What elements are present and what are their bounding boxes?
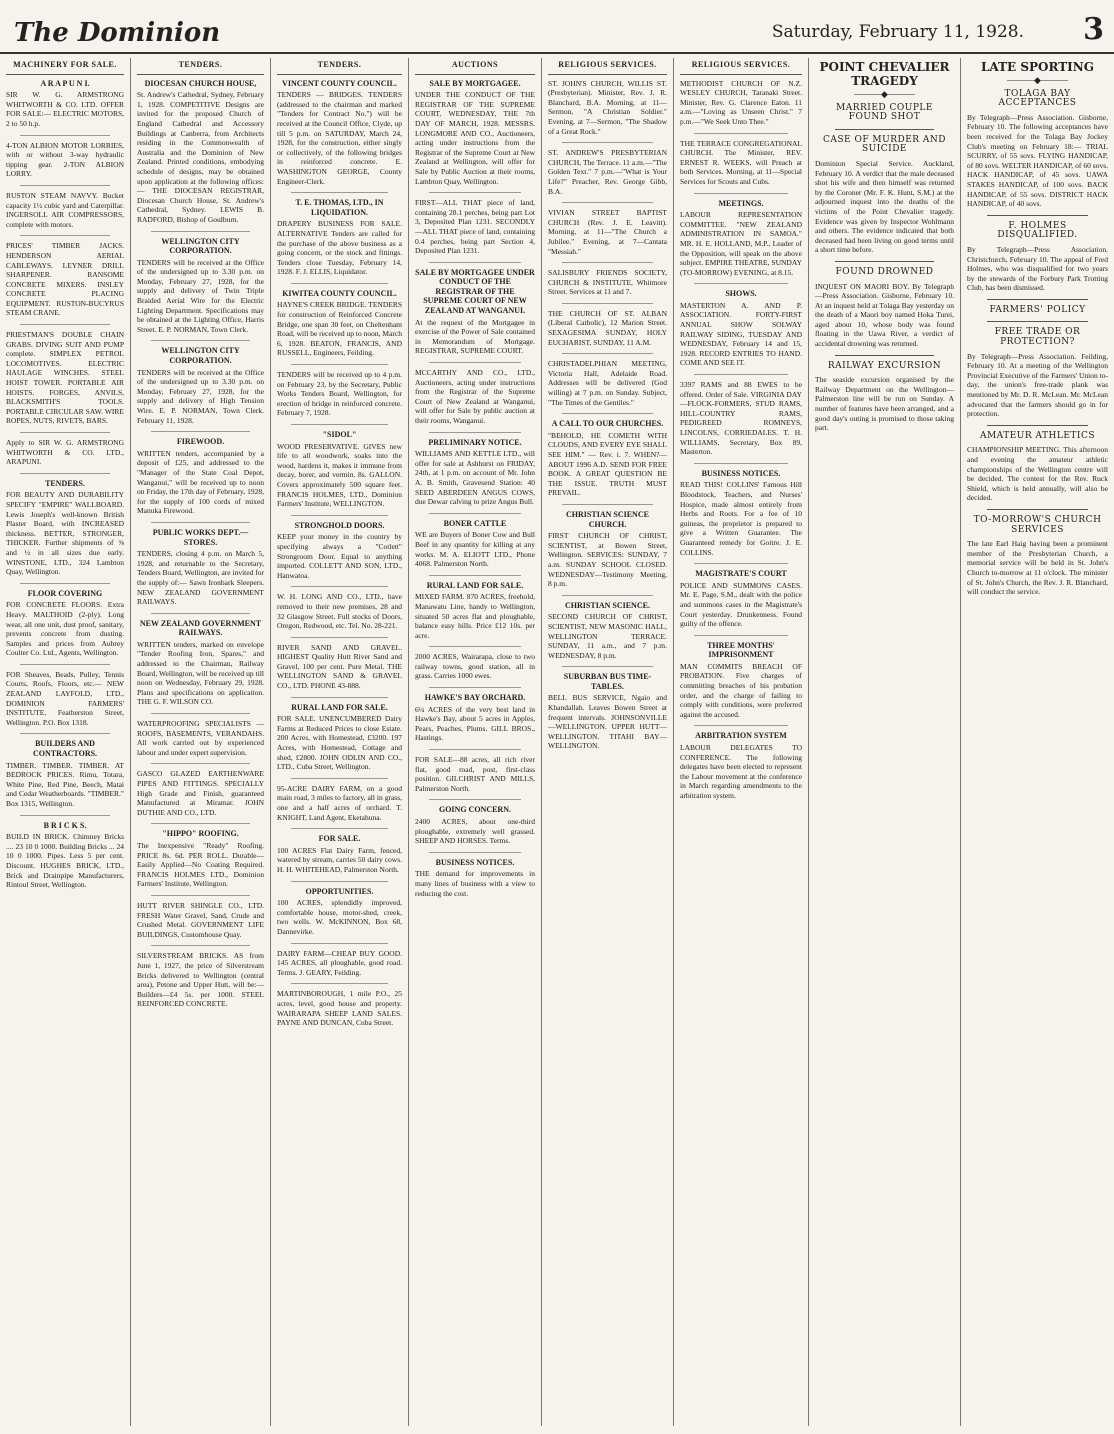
- article-title: BUILDERS AND CONTRACTORS.: [32, 739, 98, 759]
- article-block: [277, 703, 402, 772]
- article-body: 2400 ACRES, about one-third ploughable, extremely well grassed. SHEEP AND HORSES. Terms.: [415, 817, 535, 846]
- article-title: ARBITRATION SYSTEM: [695, 731, 787, 741]
- article-title: A R A P U N I.: [40, 78, 90, 88]
- section-divider: [987, 321, 1088, 322]
- section-divider: [20, 135, 110, 136]
- article-title: RURAL LAND FOR SALE.: [291, 702, 388, 712]
- section-divider: [562, 142, 653, 143]
- article-block: [967, 328, 1108, 418]
- article-body: LABOUR REPRESENTATION COMMITTEE. "NEW ZEALAND ADMINISTRATION IN SAMOA." MR. H. E. HOLLAND, M.P., Leader of the Opposition, will speak on the above subject. EMPIRE THEATRE, SUNDAY (TO-MORROW) EVENING, at 8.15.: [680, 210, 802, 277]
- article-title: DIOCESAN CHURCH HOUSE,: [144, 78, 257, 88]
- column-heading: AUCTIONS: [415, 58, 535, 75]
- section-divider: [291, 364, 388, 365]
- article-block: [548, 601, 667, 661]
- section-divider: [835, 355, 934, 356]
- article-title: MAGISTRATE'S COURT: [695, 569, 787, 579]
- article-body: LABOUR DELEGATES TO CONFERENCE. The following delegates have been elected to represent the Labour movement at the conference in March regarding amendments to the arbitration system.: [680, 743, 802, 800]
- article-block: [967, 90, 1108, 209]
- article-body: The seaside excursion organised by the Railway Department on the Wellington—Palmerston line will be run on Sunday. A number of features have been arranged, and a good day's outing is promised to those taking part.: [815, 375, 954, 433]
- ornament-divider: ———◆———: [854, 89, 915, 99]
- article-block: [277, 198, 402, 277]
- article-title: BUSINESS NOTICES.: [435, 857, 515, 867]
- section-divider: [694, 563, 788, 564]
- article-title: A CALL TO OUR CHURCHES.: [551, 419, 664, 429]
- article-block: [137, 719, 264, 757]
- section-divider: [291, 515, 388, 516]
- article-title: FLOOR COVERING: [27, 588, 103, 598]
- article-title: MEETINGS.: [718, 198, 764, 208]
- article-title: FIREWOOD.: [176, 437, 225, 447]
- article-body: MASTERTON A. AND P. ASSOCIATION. FORTY-FIRST ANNUAL SHOW SOLWAY RAILWAY SIDING, TUESDAY AND WEDNESDAY, February 14 and 15, 1928. RECORD ENTRIES TO HAND. COME AND SEE IT.: [680, 300, 802, 368]
- article-block: [967, 222, 1108, 293]
- article-body: UNDER THE CONDUCT OF THE REGISTRAR OF THE SUPREME COURT, WEDNESDAY, THE 7th DAY OF MARCH, 1928. MESSRS. LONGMORE AND CO., Auctioneers, acting under instructions from the Registrar of the Supreme Court at New Zealand at Wellington, will offer for Sale by Public Auction at their rooms, Lambton Quay, Wellington.: [415, 90, 535, 186]
- masthead-title: The Dominion: [14, 18, 221, 48]
- article-block: [415, 79, 535, 187]
- article-block: [277, 949, 402, 978]
- article-title: FREE TRADE OR PROTECTION?: [994, 327, 1081, 348]
- article-block: [415, 581, 535, 641]
- article-block: [277, 989, 402, 1027]
- section-divider: [151, 763, 250, 764]
- article-body: HUTT RIVER SHINGLE CO., LTD. FRESH Water Gravel, Sand, Crude and Crushed Metal. GOVERNMENT LIFE BUILDINGS, Customhouse Quay.: [137, 900, 264, 939]
- column-heading: POINT CHEVALIER TRAGEDY: [819, 60, 950, 88]
- section-divider: [20, 815, 110, 816]
- column-heading: TENDERS.: [277, 58, 402, 75]
- article-body: WE are Buyers of Boner Cow and Bull Beef in any quantity for killing at any works. M. A. ELIOTT LTD., Phone 4068. Palmerston North.: [415, 530, 535, 569]
- article-block: [137, 528, 264, 607]
- section-divider: [20, 473, 110, 474]
- article-body: DAIRY FARM—CHEAP BUY GOOD. 145 ACRES, all ploughable, good road. Terms. J. GEARY, Feilding.: [277, 948, 402, 977]
- section-divider: [694, 635, 788, 636]
- section-divider: [562, 504, 653, 505]
- article-body: Dominion Special Service. Auckland, February 10. A verdict that the male deceased shot his wife and then himself was returned by the Coroner (Mr. F. K. Hunt, S.M.) at the adjourned inquest into the deaths of the victims of the Point Chevalier tragedy. Evidence was given by Inspector Wohlmann and others. The evidence indicated that both deceased had been living on good terms until a short time before.: [815, 158, 954, 255]
- article-title: FOR SALE.: [318, 834, 361, 844]
- article-body: MARTINBOROUGH, 1 mile P.O., 25 acres, level, good house and property. WAIRARAPA SHEEP LAND SALES. PAYNE AND DUNCAN, Cuba Street.: [277, 989, 402, 1028]
- section-divider: [429, 646, 521, 647]
- article-body: POLICE AND SUMMONS CASES. Mr. E. Page, S.M., dealt with the police and summons cases in the Magistrate's Court yesterday. Drunkenness. Found guilty of the offence.: [680, 580, 802, 629]
- article-block: [137, 829, 264, 889]
- article-body: FOR Sheaves, Beads, Pulley, Tennis Courts, Roofs, Floors, etc.— NEW ZEALAND LAYFOLD, LTD., DOMINION FARMERS' INSTITUTE, Featherston Street, Wellington. P.O. Box 1318.: [6, 669, 124, 727]
- section-divider: [429, 687, 521, 688]
- section-divider: [20, 324, 110, 325]
- section-divider: [562, 262, 653, 263]
- section-divider: [429, 262, 521, 263]
- article-body: W. H. LONG AND CO., LTD., have removed to their new premises, 28 and 32 Glasgow Street. Full stocks of Doors, Oregon, Redwood, etc. Tel. No. 28-221.: [277, 592, 402, 631]
- article-body: 2000 ACRES, Wairarapa, close to two railway towns, good station, all in grass. Carries 1000 ewes.: [415, 652, 535, 681]
- article-block: [137, 901, 264, 939]
- section-divider: [291, 637, 388, 638]
- article-title: FOUND DROWNED: [835, 266, 934, 277]
- article-block: [277, 370, 402, 418]
- section-divider: [987, 425, 1088, 426]
- dateline: Saturday, February 11, 1928.: [771, 22, 1024, 42]
- article-body: 4-TON ALBION MOTOR LORRIES, with or without 3-way hydraulic tipping gear. 2-TON ALBION LORRY.: [6, 140, 124, 179]
- article-body: FOR BEAUTY AND DURABILITY SPECIFY "EMPIRE" WALLBOARD. Lewis Joseph's well-known British Plaster Board, with INCREASED thickness. BETTER, STRONGER, THICKER. Further shipments of ⅜ and ½ in all sizes due early. WINSTONE, LTD., 324 Lambton Quay, Wellington.: [6, 490, 124, 577]
- ornament-divider: ———◆———: [1007, 75, 1068, 85]
- article-block: [6, 241, 124, 318]
- article-block: [548, 359, 667, 407]
- section-divider: [20, 583, 110, 584]
- article-body: The late Earl Haig having been a prominent member of the Presbyterian Church, a memorial service will be held in St. John's Church to-morrow at 11 o'clock. The minister of St. John's Church, the Rev. J. R. Blanchard, will conduct the service.: [967, 539, 1108, 597]
- section-divider: [291, 828, 388, 829]
- column-1: [0, 58, 131, 1426]
- article-title: SALE BY MORTGAGEE.: [429, 78, 521, 88]
- article-body: By Telegraph—Press Association. Feilding, February 10. At a meeting of the Wellington Provincial Executive of the Farmers' Union to-day, the union's free-trade plank was mentioned by Mr. D. R. McLean. Mr. McLean advocated that the farmers should go in for protection.: [967, 351, 1108, 419]
- article-body: ST. ANDREW'S PRESBYTERIAN CHURCH, The Terrace. 11 a.m.—"The Golden Text." 7 p.m.—"What is Your Life?" Preacher, Rev. George Gibb, B.A.: [548, 148, 667, 196]
- article-block: [277, 887, 402, 937]
- section-divider: [429, 432, 521, 433]
- article-block: [277, 430, 402, 509]
- section-divider: [291, 983, 388, 984]
- article-body: WRITTEN tenders, accompanied by a deposit of £25, and addressed to the "Manager of the State Coal Depot, Wanganui," will be received up to noon on Friday, the 17th day of February, 1928, for the supply of 100 cords of mixed Manuka Firewood.: [137, 448, 264, 516]
- section-divider: [562, 666, 653, 667]
- article-block: [548, 309, 667, 347]
- section-divider: [20, 235, 110, 236]
- article-block: [277, 643, 402, 691]
- article-title: FARMERS' POLICY: [989, 304, 1086, 315]
- article-body: At the request of the Mortgagee in exercise of the Power of Sale contained in Memorandum of Mortgage. REGISTRAR, SUPREME COURT.: [415, 317, 535, 356]
- article-block: [680, 380, 802, 457]
- article-block: [6, 821, 124, 890]
- article-block: [548, 148, 667, 196]
- article-title: GOING CONCERN.: [438, 805, 511, 815]
- article-block: [415, 755, 535, 793]
- section-divider: [694, 374, 788, 375]
- section-divider: [20, 185, 110, 186]
- section-divider: [562, 595, 653, 596]
- article-title: "SIDOL": [322, 430, 357, 439]
- article-block: [815, 362, 954, 433]
- section-divider: [151, 431, 250, 432]
- article-block: [548, 208, 667, 256]
- article-title: F. HOLMES DISQUALIFIED.: [997, 220, 1078, 241]
- article-block: [548, 79, 667, 137]
- section-divider: [694, 463, 788, 464]
- section-divider: [291, 881, 388, 882]
- article-block: [680, 139, 802, 187]
- column-heading: RELIGIOUS SERVICES.: [680, 58, 802, 75]
- column-3: [271, 58, 409, 1426]
- article-body: St. Andrew's Cathedral, Sydney, February 1, 1928. COMPETITIVE Designs are invited for the proposed Church of England Cathedral and Accessory Buildings at Canberra, from Architects residing in the Commonwealth of Australia and the Dominion of New Zealand. Printed conditions, embodying schedule of designs, may be obtained upon application at the following offices:— THE DIOCESAN REGISTRAR, Diocesan Church House, St. Andrew's Cathedral, Sydney. LEWIS B. RADFORD, Bishop of Goulburn.: [137, 90, 264, 224]
- article-body: GASCO GLAZED EARTHENWARE PIPES AND FITTINGS. SPECIALLY High Grade and Finish, guaranteed Manufactured at Miramar. JOHN DUTHIE AND CO., LTD.: [137, 769, 264, 817]
- article-body: PRICES' TIMBER JACKS. HENDERSON AERIAL CABLEWAYS. LEYNER DRILL SHARPENER. RANSOME CONCRETE MIXERS. INSLEY CONCRETE PLACING EQUIPMENT. RUSTON-BUCYRUS STEAM CRANE.: [6, 241, 124, 318]
- article-body: MAN COMMITS BREACH OF PROBATION. Five charges of committing breaches of his probation order, and the charge of failing to comply with conditions, were preferred against the accused.: [680, 661, 802, 719]
- section-divider: [151, 340, 250, 341]
- article-body: THE CHURCH OF ST. ALBAN (Liberal Catholic), 12 Marion Street. SEXAGESIMA SUNDAY, HOLY EUCHARIST, SUNDAY, 11 A.M.: [548, 308, 667, 347]
- article-block: [415, 438, 535, 507]
- article-block: [815, 268, 954, 349]
- article-title: HAWKE'S BAY ORCHARD.: [424, 693, 526, 703]
- article-body: WRITTEN tenders, marked on envelope "Tender Roofing Iron, Spares," and addressed to the Chairman, Railway Board, Wellington, will be received up till noon on Wednesday, February 29, 1928. Plans and specifications on application. THE G. F. WILSON CO.: [137, 639, 264, 707]
- article-title: RAILWAY EXCURSION: [827, 360, 942, 371]
- article-title: THREE MONTHS' IMPRISONMENT: [707, 640, 775, 660]
- article-block: [415, 268, 535, 356]
- section-divider: [291, 778, 388, 779]
- section-divider: [835, 129, 934, 130]
- section-divider: [987, 299, 1088, 300]
- section-divider: [429, 575, 521, 576]
- article-block: [680, 731, 802, 800]
- article-block: [415, 693, 535, 743]
- article-title: KIWITEA COUNTY COUNCIL.: [282, 288, 397, 298]
- section-divider: [291, 283, 388, 284]
- article-block: [6, 438, 124, 467]
- article-body: INQUEST ON MAORI BOY. By Telegraph—Press Association. Gisborne, February 10. At an inquest held at Tolaga Bay yesterday on the death of a Maori boy named Hoka Turei, aged about 10, whose body was found floating in the Uawa River, a verdict of accidental drowning was returned.: [815, 281, 954, 349]
- column-2: [131, 58, 271, 1426]
- section-divider: [291, 586, 388, 587]
- section-divider: [429, 362, 521, 363]
- article-body: SILVERSTREAM BRICKS. AS from June 1, 1927, the price of Silverstream Bricks delivered to Wellington (central area), Petone and Upper Hutt, will be:— Builders—£4 5s. per 1000. STEEL REINFORCED CONCRETE.: [137, 951, 264, 1009]
- article-body: By Telegraph—Press Association. Christchurch, February 10. The appeal of Fred Holmes, who was disqualified for two years by the stewards of the Forbury Park Trotting Club, has been dismissed.: [967, 244, 1108, 293]
- article-block: [6, 191, 124, 229]
- section-divider: [429, 799, 521, 800]
- column-heading: LATE SPORTING: [980, 60, 1094, 74]
- article-title: OPPORTUNITIES.: [305, 886, 374, 896]
- article-body: "BEHOLD, HE COMETH WITH CLOUDS, AND EVERY EYE SHALL SEE HIM." — Rev. i. 7. WHEN?—ABOUT 1996 A.D. SEND FOR FREE BOOK. A GREAT QUESTION BE THE ISSUE. TRUTH MUST PREVAIL.: [548, 430, 667, 498]
- article-body: TIMBER. TIMBER. TIMBER. AT BEDROCK PRICES. Rimu, Totara, White Pine, Red Pine, Beech, Matai and Cedar Weatherboards. "TIMBER." Box 1315, Wellington.: [6, 760, 124, 808]
- article-title: SHOWS.: [725, 289, 757, 299]
- article-body: RUSTON STEAM NAVVY. Bucket capacity 1½ cubic yard and Caterpillar. INGERSOLL AIR COMPRESSORS, complete with motors.: [6, 190, 124, 229]
- section-divider: [151, 522, 250, 523]
- article-body: WATERPROOFING SPECIALISTS — ROOFS, BASEMENTS, VERANDAHS. All work carried out by experienced labour and under expert supervision.: [137, 719, 264, 757]
- article-block: [6, 589, 124, 658]
- section-divider: [151, 945, 250, 946]
- column-heading: RELIGIOUS SERVICES.: [548, 58, 667, 75]
- section-divider: [694, 283, 788, 284]
- article-block: [277, 289, 402, 358]
- article-block: [815, 136, 954, 255]
- article-block: [680, 289, 802, 368]
- article-title: STRONGHOLD DOORS.: [294, 520, 385, 530]
- section-divider: [291, 943, 388, 944]
- article-body: ST. JOHN'S CHURCH, WILLIS ST. (Presbyterian). Minister, Rev. J. R. Blanchard, B.A. Morning, at 11—Sermon, "A Christian Soldier." Evening, at 7—Sermon, "The Shadow of a Great Rock.": [548, 78, 667, 136]
- section-divider: [151, 231, 250, 232]
- article-body: 100 ACRES Flat Dairy Farm, fenced, watered by stream, carries 50 dairy cows. H. H. WHITEHEAD, Palmerston North.: [277, 845, 402, 874]
- article-body: 3397 RAMS and 88 EWES to be offered. Order of Sale. VIRGINIA DAY—FLOCK-FORMERS, STUD RAMS, HILL-COUNTRY RAMS, PEDIGREED ROMNEYS, LINCOLNS, CORRIEDALES. T. H. WILLIAMS, Secretary, Box 89, Masterton.: [680, 380, 802, 457]
- article-body: The Inexpensive "Ready" Roofing. PRICE 8s. 6d. PER ROLL. Durable—Easily Applied—No Coating Required. FRANCIS HOLMES LTD., Dominion Farmers' Institute, Wellington.: [137, 840, 264, 889]
- article-block: [680, 641, 802, 720]
- article-block: [415, 368, 535, 426]
- article-body: HAYNE'S CREEK BRIDGE. TENDERS for construction of Reinforced Concrete Bridge, one span 30 feet, on Cheltenham Road, will be received up to noon, March 6, 1928. BEATON, FRANCIS, AND RUSSELL, Engineers, Feilding.: [277, 300, 402, 358]
- article-title: RURAL LAND FOR SALE.: [426, 580, 524, 590]
- article-body: SECOND CHURCH OF CHRIST, SCIENTIST, NEW MASONIC HALL, WELLINGTON TERRACE. SUNDAY, 11 a.m., and 7 p.m. WEDNESDAY, 8 p.m.: [548, 612, 667, 660]
- article-block: [415, 519, 535, 569]
- article-title: BUSINESS NOTICES.: [701, 468, 781, 478]
- article-body: 95-ACRE DAIRY FARM, on a good main road, 3 miles to factory, all in grass, one and a half acres of orchard. T. KNIGHT, Land Agent, Eketahuna.: [277, 783, 402, 822]
- article-block: [967, 432, 1108, 503]
- section-divider: [151, 713, 250, 714]
- article-block: [6, 739, 124, 808]
- article-title: AMATEUR ATHLETICS: [979, 430, 1096, 441]
- article-body: THE TERRACE CONGREGATIONAL CHURCH. The Minister, REV. ERNEST R. WEEKS, will Preach at both Services. Morning, at 11—Special Services for Scouts and Cubs.: [680, 138, 802, 186]
- article-block: [6, 330, 124, 426]
- article-body: BUILD IN BRICK. Chimney Bricks .... 23 10 0 1000. Building Bricks ... 24 10 0 1000. Pipes. Less 5 per cent. Discount. HUGHES BRICK, LTD., Brick and Drainpipe Manufacturers, Rintoul Street, Wellington.: [6, 832, 124, 890]
- section-divider: [20, 432, 110, 433]
- article-block: [415, 805, 535, 845]
- column-7: [809, 58, 961, 1426]
- article-body: THE demand for improvements in many lines of business with a view to reducing the cost.: [415, 869, 535, 898]
- article-title: TOLAGA BAY ACCEPTANCES: [998, 88, 1077, 109]
- article-title: T. E. THOMAS, LTD., IN LIQUIDATION.: [295, 198, 384, 217]
- article-block: [277, 592, 402, 630]
- section-divider: [429, 192, 521, 193]
- column-8: [961, 58, 1114, 1426]
- article-body: SALISBURY FRIENDS SOCIETY, CHURCH & INSTITUTE, Whitmore Street. Services at 11 and 7.: [548, 268, 667, 297]
- article-title: VINCENT COUNTY COUNCIL.: [282, 78, 397, 88]
- article-title: PRELIMINARY NOTICE.: [428, 437, 522, 447]
- article-body: 6¼ ACRES of the very best land in Hawke's Bay, about 5 acres in Apples, Pears, Peaches, Plums. GILL BROS., Hastings.: [415, 704, 535, 743]
- article-title: B R I C K S.: [43, 820, 87, 830]
- section-divider: [429, 749, 521, 750]
- article-block: [137, 237, 264, 335]
- article-title: "HIPPO" ROOFING.: [162, 829, 239, 839]
- article-block: [6, 141, 124, 179]
- article-block: [680, 569, 802, 629]
- article-body: KEEP your money in the country by specifying always a "Cotlett" Strongroom Door. Equal to anything imported. COLLETT AND SON, LTD., Hanwatoa.: [277, 532, 402, 580]
- article-block: [137, 79, 264, 225]
- section-divider: [429, 852, 521, 853]
- article-block: [415, 198, 535, 256]
- article-body: VIVIAN STREET BAPTIST CHURCH (Rev. J. E. Leavitt). Morning, at 11—"The Church a Jubilee." Evening, at 7—Cantata "Messiah.": [548, 208, 667, 256]
- page-header: [0, 0, 1114, 54]
- article-body: FIRST—ALL THAT piece of land, containing 28.1 perches, being part Lot 3, Deposited Plan 1231. SECONDLY—ALL THAT piece of land, containing 0.4 perches, being part Section 4, Deposited Plan 1231.: [415, 198, 535, 256]
- article-block: [277, 521, 402, 581]
- article-block: [548, 672, 667, 751]
- article-block: [680, 199, 802, 278]
- article-body: CHRISTADELPHIAN MEETING, Victoria Hall, Adelaide Road. Addresses will be delivered (God willing) at 7 p.m. on Sunday. Subject, "The Times of the Gentiles.": [548, 359, 667, 407]
- article-title: TO-MORROW'S CHURCH SERVICES: [973, 514, 1102, 535]
- article-block: [548, 510, 667, 589]
- column-4: [409, 58, 542, 1426]
- article-body: FOR SALE—88 acres, all rich river flat, good road, post, first-class position. GILCHRIST AND MILLS, Palmerston North.: [415, 755, 535, 793]
- article-block: [137, 951, 264, 1009]
- article-block: [6, 670, 124, 728]
- article-title: TENDERS.: [45, 478, 85, 488]
- article-block: [137, 346, 264, 425]
- section-divider: [987, 215, 1088, 216]
- article-body: PRIESTMAN'S DOUBLE CHAIN GRABS. DIVING SUIT AND PUMP complete. SIMPLEX PETROL LOCOMOTIVES. ELECTRIC HAULAGE WINCHES. STEEL HOIST TOWER. PORTABLE AIR HOISTS. FORGES, ANVILS, BLACKSMITH'S TOOLS. PORTABLE CIRCULAR SAW. WIRE ROPES, NUTS, RIVETS, BARS.: [6, 330, 124, 426]
- section-divider: [151, 613, 250, 614]
- article-block: [137, 769, 264, 817]
- article-body: FIRST CHURCH OF CHRIST, SCIENTIST, at Bowen Street, Wellington. SERVICES: SUNDAY, 7 a.m. SUNDAY SCHOOL CLOSED. WEDNESDAY—Testimony Meeting, 8 p.m.: [548, 531, 667, 589]
- section-divider: [429, 513, 521, 514]
- article-title: CASE OF MURDER AND SUICIDE: [822, 134, 947, 155]
- section-divider: [291, 697, 388, 698]
- article-block: [137, 437, 264, 516]
- article-body: READ THIS! COLLINS' Famous Hill Bloodstock, Teachers, and Nurses' Hospice, made almost entirely from Herbs and Roots. For a fee of 10 guineas, the proprietor is prepared to give a Written Guarantee. The Guaranteed remedy for Goitre. J. E. COLLINS.: [680, 480, 802, 557]
- article-block: [967, 306, 1108, 316]
- article-block: [277, 79, 402, 187]
- section-divider: [562, 413, 653, 414]
- article-title: WELLINGTON CITY CORPORATION.: [161, 346, 240, 366]
- section-divider: [987, 509, 1088, 510]
- column-5: [542, 58, 674, 1426]
- section-divider: [151, 895, 250, 896]
- article-block: [967, 516, 1108, 597]
- section-divider: [562, 202, 653, 203]
- article-block: [415, 858, 535, 898]
- article-block: [548, 419, 667, 498]
- article-title: WELLINGTON CITY CORPORATION.: [161, 236, 240, 256]
- article-block: [277, 834, 402, 874]
- column-heading: MACHINERY FOR SALE.: [6, 58, 124, 75]
- article-block: [680, 79, 802, 127]
- section-divider: [291, 192, 388, 193]
- section-divider: [20, 733, 110, 734]
- article-title: CHRISTIAN SCIENCE CHURCH.: [566, 509, 649, 529]
- article-title: SUBURBAN BUS TIME-TABLES.: [563, 672, 652, 691]
- section-divider: [694, 133, 788, 134]
- article-block: [415, 652, 535, 681]
- section-divider: [694, 193, 788, 194]
- column-6: [674, 58, 809, 1426]
- article-block: [680, 469, 802, 557]
- article-block: [6, 79, 124, 129]
- section-divider: [291, 424, 388, 425]
- article-title: PUBLIC WORKS DEPT.—STORES.: [152, 527, 249, 547]
- article-body: MIXED FARM. 870 ACRES, freehold, Manawatu Line, handy to Wellington, situated 50 acres flat and ploughable, balance easy hills. Price £12 10s. per acre.: [415, 592, 535, 640]
- article-body: TENDERS, closing 4 p.m. on March 5, 1928, and returnable to the Secretary, Tenders Board, Wellington, are invited for the supply of:— Sawn Ironbark Sleepers. NEW ZEALAND GOVERNMENT RAILWAYS.: [137, 549, 264, 607]
- section-divider: [694, 725, 788, 726]
- article-body: By Telegraph—Press Association. Gisborne, February 10. The following acceptances have been received for the Tolaga Bay Jockey Club's meeting on February 18:— TRIAL SCURRY, of 55 sovs. FLYING HANDICAP, of 80 sovs. WELTER HANDICAP, of 60 sovs. HACK HANDICAP, of 45 sovs. UAWA STAKES HANDICAP, of 100 sovs. BACK HANDICAP, of 55 sovs. DISTRICT HACK HANDICAP, of 40 sovs.: [967, 112, 1108, 209]
- section-divider: [835, 261, 934, 262]
- article-body: WOOD PRESERVATIVE. GIVES new life to all woodwork, soaks into the wood, hardens it, makes it immune from decay, borer, and vermin. 8s. GALLON. Covers approximately 500 square feet. FRANCIS HOLMES, LTD., Dominion Farmers' Institute, WELLINGTON.: [277, 441, 402, 509]
- article-body: TENDERS will be received at the Office of the undersigned up to 3.30 p.m. on Monday, February 27, 1928, for the supply and delivery of High Tension Wire. E. P. NORMAN, Town Clerk. February 11, 1928.: [137, 367, 264, 425]
- article-body: Apply to SIR W. G. ARMSTRONG WHITWORTH & CO. LTD., ARAPUNI.: [6, 438, 124, 467]
- article-block: [548, 268, 667, 297]
- article-block: [6, 479, 124, 577]
- article-body: TENDERS will be received at the Office of the undersigned up to 3.30 p.m. on Monday, February 27, 1928, for the supply and delivery of Twin Triple Braided Aerial Wire for the Electric Lighting Department. Specifications may be obtained at the Lighting Office, Harris Street. E. P. NORMAN, Town Clerk.: [137, 257, 264, 334]
- article-block: [137, 619, 264, 707]
- article-body: CHAMPIONSHIP MEETING. This afternoon and evening the amateur athletic championships of the Wellington centre will be decided. The contest for the Rev. Ruck Shield, which is held annually, will also be decided.: [967, 445, 1108, 503]
- article-body: SIR W. G. ARMSTRONG WHITWORTH & CO. LTD. OFFER FOR SALE:— ELECTRIC MOTORS, 2 to 50 h.p.: [6, 90, 124, 128]
- page-number: 3: [1083, 12, 1104, 47]
- article-body: BELL BUS SERVICE, Ngaio and Khandallah. Leaves Bowen Street at frequent intervals. JOHNSONVILLE—WELLINGTON. UPPER HUTT—WELLINGTON. TITAHI BAY—WELLINGTON.: [548, 693, 667, 751]
- article-block: [815, 104, 954, 123]
- article-body: TENDERS — BRIDGES. TENDERS (addressed to the chairman and marked "Tenders for Contract No.") will be received at the Council Office, Clyde, up till 5 p.m. on SATURDAY, March 24, 1928, for the construction, either singly or collectively, of the following bridges in reinforced concrete. E. WASHINGTON GEORGE, County Engineer-Clerk.: [277, 90, 402, 186]
- article-body: FOR SALE. UNENCUMBERED Dairy Farms at Reduced Prices to close Estate. 200 Acres, with Homestead, £3200. 197 Acres, with Homestead, Cottage and shed, £2800. JOHN ODLIN AND CO., LTD., Cuba Street, Wellington.: [277, 714, 402, 772]
- section-divider: [20, 664, 110, 665]
- section-divider: [562, 303, 653, 304]
- section-divider: [562, 353, 653, 354]
- section-divider: [151, 823, 250, 824]
- column-heading: TENDERS.: [137, 58, 264, 75]
- article-title: MARRIED COUPLE FOUND SHOT: [836, 102, 933, 123]
- article-body: RIVER SAND AND GRAVEL. HIGHEST Quality Hutt River Sand and Gravel, 100 per cent. Pure Metal. THE WELLINGTON SAND & GRAVEL CO., LTD. PHONE 43-888.: [277, 642, 402, 691]
- article-title: CHRISTIAN SCIENCE.: [565, 600, 650, 610]
- article-body: MCCARTHY AND CO., LTD., Auctioneers, acting under instructions from the Registrar of the Supreme Court of New Zealand at Wanganui, will offer for Sale by public auction at their rooms, Wanganui.: [415, 368, 535, 425]
- article-title: SALE BY MORTGAGEE UNDER CONDUCT OF THE REGISTRAR OF THE SUPREME COURT OF NEW ZEALAND AT WANGANUI.: [415, 267, 535, 316]
- article-body: WILLIAMS AND KETTLE LTD., will offer for sale at Ashhurst on FRIDAY, 24th, at 1 p.m. on account of Mr. John A. B. Smith, Gravesend Station: 40 SEED ABERDEEN ANGUS COWS, due Dewar calving to prize Angus Bull.: [415, 449, 535, 507]
- article-title: BONER CATTLE: [443, 518, 507, 528]
- article-block: [277, 784, 402, 822]
- article-body: TENDERS will be received up to 4 p.m. on February 23, by the Secretary, Public Works Tenders Board, Wellington, for erection of bridge in reinforced concrete. February 7, 1928.: [277, 370, 402, 418]
- article-body: DRAPERY BUSINESS FOR SALE. ALTERNATIVE Tenders are called for the purchase of the above business as a going concern, or the stock and fittings. Tenders close Tuesday, February 14, 1928. F. J. ELLIS, Liquidator.: [277, 219, 402, 277]
- article-body: 100 ACRES, splendidly improved, comfortable house, motor-shed, creek, two wells. W. McKINNON, Box 68, Dannevirke.: [277, 898, 402, 936]
- article-body: FOR CONCRETE FLOORS. Extra Heavy. MALTHOID (2-ply). Long wear, all one unit, dust proof, sanitary, prevents concrete from dusting. Samples and prices from Aubrey Coulter Co. Ltd., Agents, Wellington.: [6, 600, 124, 658]
- article-body: METHODIST CHURCH OF N.Z. WESLEY CHURCH, Taranaki Street. Minister, Rev. G. Clarence Eaton. 11 a.m.—"Loving as Unseen Christ." 7 p.m.—"We Seek Unto Thee.": [680, 78, 802, 126]
- article-title: NEW ZEALAND GOVERNMENT RAILWAYS.: [139, 618, 262, 638]
